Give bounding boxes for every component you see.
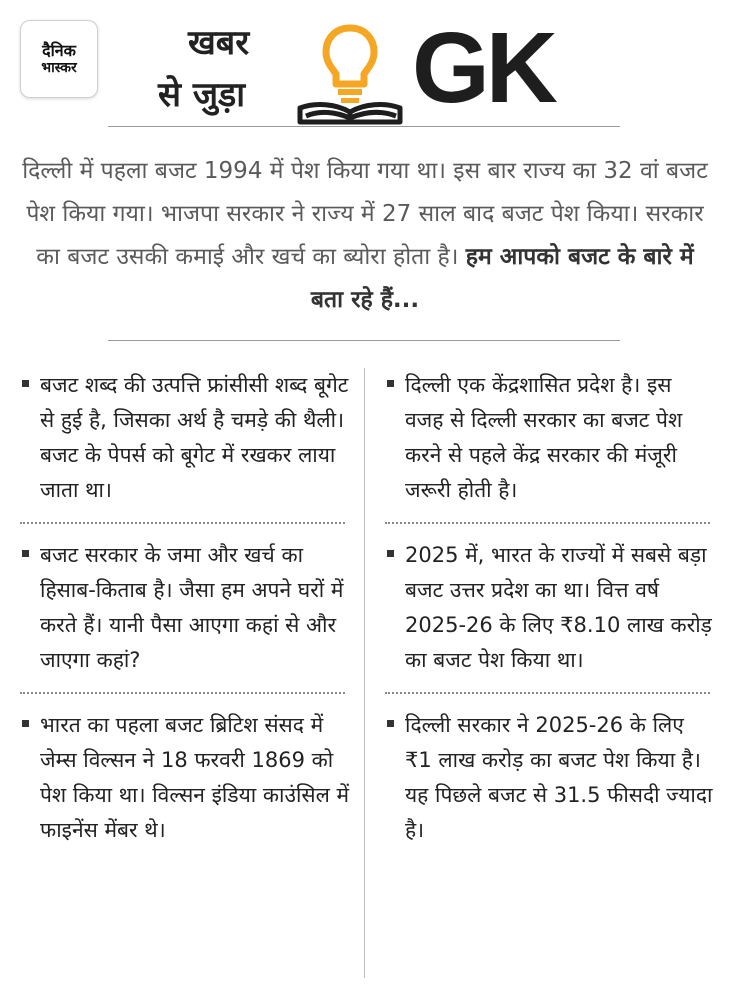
dotted-separator [20, 522, 345, 524]
lightbulb-book-icon [296, 20, 406, 130]
bullet-icon [387, 720, 394, 727]
intro-divider [108, 340, 620, 341]
bullet-icon [22, 380, 29, 387]
list-item [385, 538, 715, 678]
list-item [385, 708, 715, 848]
logo-line2: भास्कर [41, 60, 77, 77]
dotted-separator [385, 522, 710, 524]
item-text: भारत का पहला बजट ब्रिटिश संसद में जेम्स विल्सन ने 18 फरवरी 1869 को पेश किया था। विल्सन इंडिया काउंसिल में फाइनेंस मेंबर थे। [40, 713, 350, 842]
list-item [20, 368, 350, 508]
left-column [20, 368, 350, 848]
list-item [385, 368, 715, 508]
bullet-icon [387, 550, 394, 557]
brand-logo [20, 20, 98, 98]
open-book-icon [300, 105, 400, 122]
intro-bold: हम आपको बजट के बारे में बता रहे हैं... [310, 244, 694, 313]
item-text: 2025 में, भारत के राज्यों में सबसे बड़ा बजट उत्तर प्रदेश का था। वित्त वर्ष 2025-26 के लिए ₹8.10 लाख करोड़ का बजट पेश किया था। [405, 543, 712, 672]
right-column [385, 368, 715, 848]
header-divider [108, 126, 620, 127]
dotted-separator [385, 692, 710, 694]
intro-text: दिल्ली में पहला बजट 1994 में पेश किया गया था। इस बार राज्य का 32 वां बजट पेश किया गया। भाजपा सरकार ने राज्य में 27 साल बाद बजट पेश किया। सरकार का बजट उसकी कमाई और खर्च का ब्योरा होता है। [22, 158, 708, 270]
column-divider [364, 368, 365, 978]
intro-paragraph [20, 150, 710, 322]
bullet-icon [22, 720, 29, 727]
bullet-icon [387, 380, 394, 387]
bullet-icon [22, 550, 29, 557]
gk-title: GK [412, 12, 554, 124]
item-text: बजट शब्द की उत्पत्ति फ्रांसीसी शब्द बूगेट से हुई है, जिसका अर्थ है चमड़े की थैली। बजट के पेपर्स को बूगेट में रखकर लाया जाता था। [40, 373, 349, 502]
logo-line1: दैनिक [42, 40, 76, 60]
list-item [20, 708, 350, 848]
item-text: बजट सरकार के जमा और खर्च का हिसाब-किताब है। जैसा हम अपने घरों में करते हैं। यानी पैसा आएगा कहां से और जाएगा कहां? [40, 543, 344, 672]
item-text: दिल्ली एक केंद्रशासित प्रदेश है। इस वजह से दिल्ली सरकार का बजट पेश करने से पहले केंद्र सरकार की मंजूरी जरूरी होती है। [405, 373, 683, 502]
header-title-line1: खबर [188, 23, 250, 63]
list-item [20, 538, 350, 678]
item-text: दिल्ली सरकार ने 2025-26 के लिए ₹1 लाख करोड़ का बजट पेश किया है। यह पिछले बजट से 31.5 फीसदी ज्यादा है। [405, 713, 713, 842]
lightbulb-icon [326, 28, 374, 103]
header-title-line2: से जुड़ा [158, 75, 246, 115]
dotted-separator [20, 692, 345, 694]
